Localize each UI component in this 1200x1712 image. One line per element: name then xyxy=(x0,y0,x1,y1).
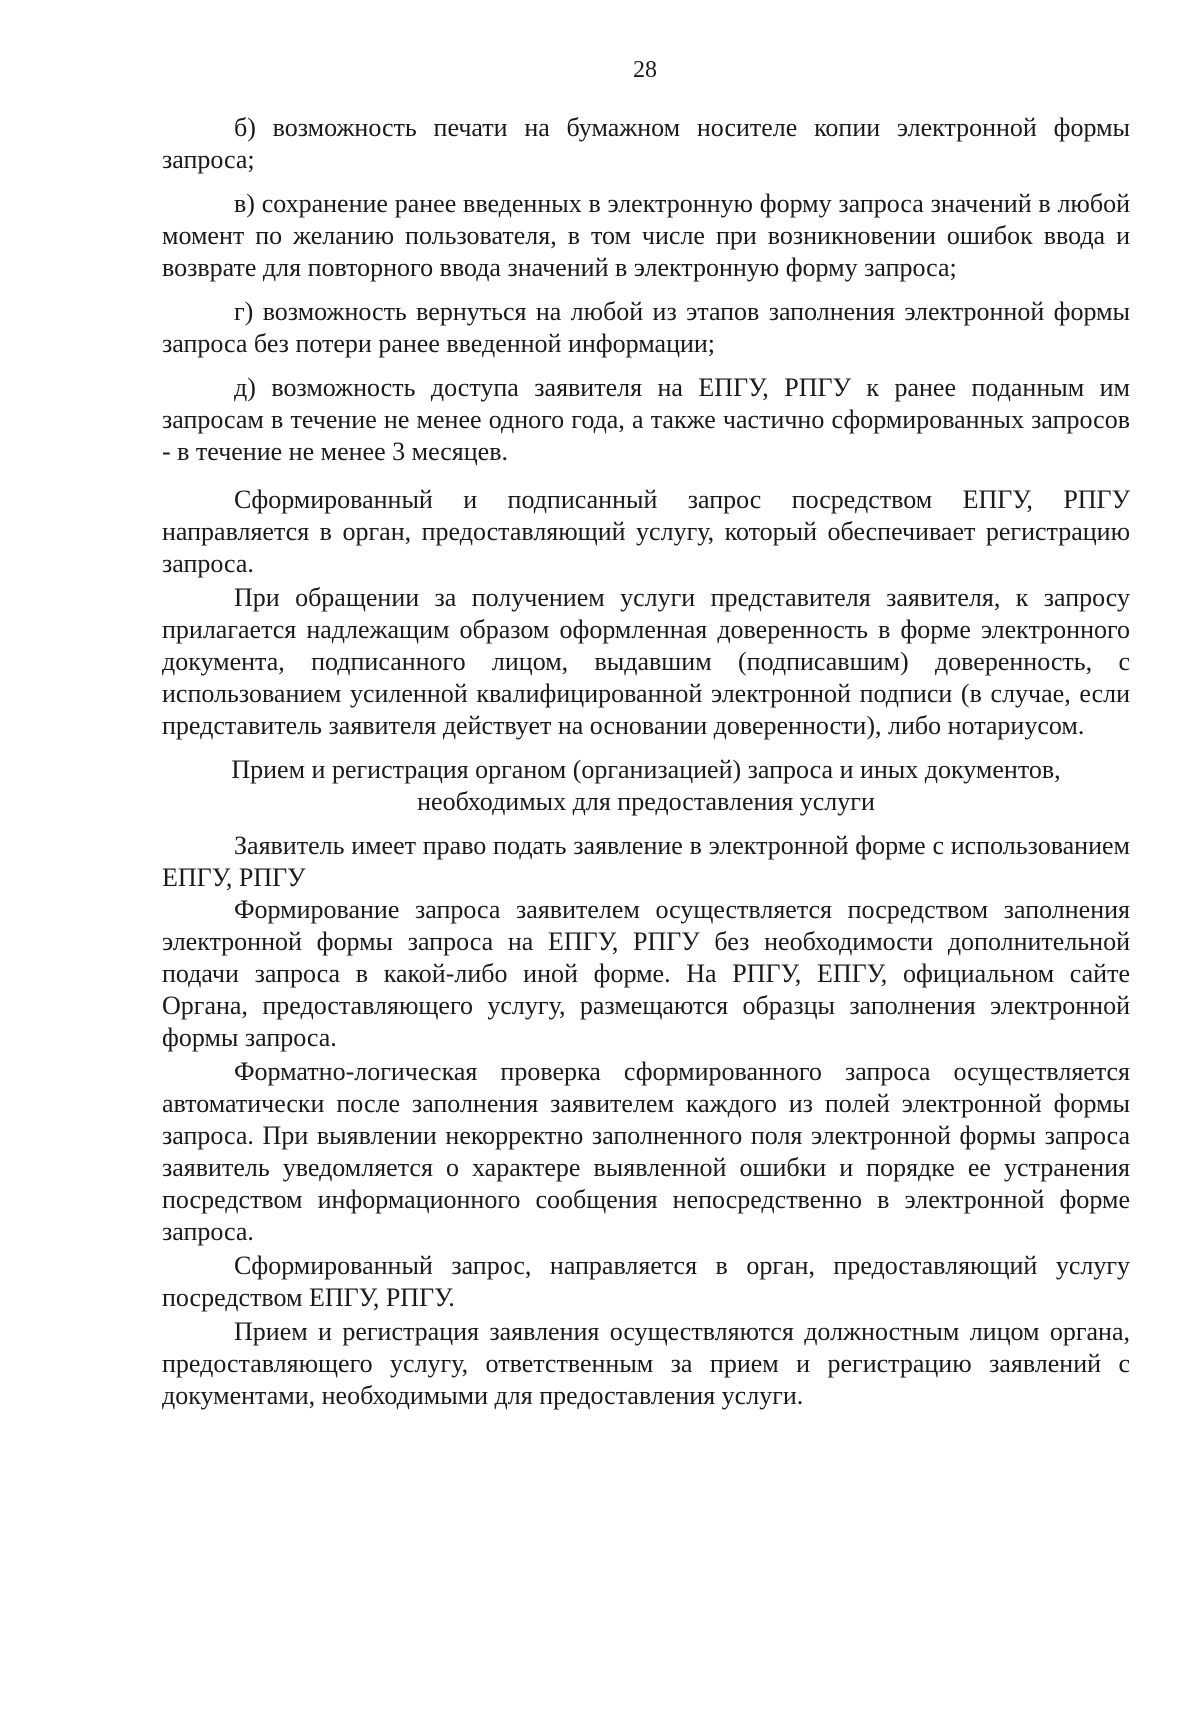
paragraph-reception-registration: Прием и регистрация заявления осуществляются должностным лицом органа, предоставляющего услугу, ответственным за прием и регистрацию заявлений с документами, необходимыми для предоставления услуги. xyxy=(162,1317,1130,1410)
paragraph-representative: При обращении за получением услуги представителя заявителя, к запросу прилагается надлежащим образом оформленная доверенность в форме электронного документа, подписанного лицом, выдавшим (подписавшим) доверенность, с использованием усиленной квалифицированной электронной подписи (в случае, если представитель заявителя действует на основании доверенности), либо нотариусом. xyxy=(162,583,1130,740)
list-item-d: д) возможность доступа заявителя на ЕПГУ, РПГУ к ранее поданным им запросам в течение не менее одного года, а также частично сформированных запросов - в течение не менее 3 месяцев. xyxy=(162,373,1130,466)
paragraph-signed-request: Сформированный и подписанный запрос посредством ЕПГУ, РПГУ направляется в орган, предоставляющий услугу, который обеспечивает регистрацию запроса. xyxy=(162,485,1130,578)
paragraph-request-sent: Сформированный запрос, направляется в орган, предоставляющий услугу посредством ЕПГУ, РПГУ. xyxy=(162,1251,1130,1312)
paragraph-applicant-right: Заявитель имеет право подать заявление в электронной форме с использованием ЕПГУ, РПГУ xyxy=(162,831,1130,892)
paragraph-request-forming: Формирование запроса заявителем осуществляется посредством заполнения электронной формы запроса на ЕПГУ, РПГУ без необходимости дополнительной подачи запроса в какой-либо иной форме. На РПГУ, ЕПГУ, официальном сайте Органа, предоставляющего услугу, размещаются образцы заполнения электронной формы запроса. xyxy=(162,895,1130,1052)
list-item-v: в) сохранение ранее введенных в электронную форму запроса значений в любой момент по желанию пользователя, в том числе при возникновении ошибок ввода и возврате для повторного ввода значений в электронную форму запроса; xyxy=(162,189,1130,282)
section-heading-line-2: необходимых для предоставления услуги xyxy=(417,787,875,816)
page-number: 28 xyxy=(633,57,657,83)
document-body xyxy=(162,112,1130,1412)
list-item-g: г) возможность вернуться на любой из этапов заполнения электронной формы запроса без потери ранее введенной информации; xyxy=(162,297,1130,358)
list-item-b: б) возможность печати на бумажном носителе копии электронной формы запроса; xyxy=(162,113,1130,174)
section-heading xyxy=(162,754,1130,818)
paragraph-format-check: Форматно-логическая проверка сформированного запроса осуществляется автоматически после заполнения заявителем каждого из полей электронной формы запроса. При выявлении некорректно заполненного поля электронной формы запроса заявитель уведомляется о характере выявленной ошибки и порядке ее устранения посредством информационного сообщения непосредственно в электронной форме запроса. xyxy=(162,1057,1130,1246)
section-heading-line-1: Прием и регистрация органом (организацией) запроса и иных документов, xyxy=(231,755,1061,784)
